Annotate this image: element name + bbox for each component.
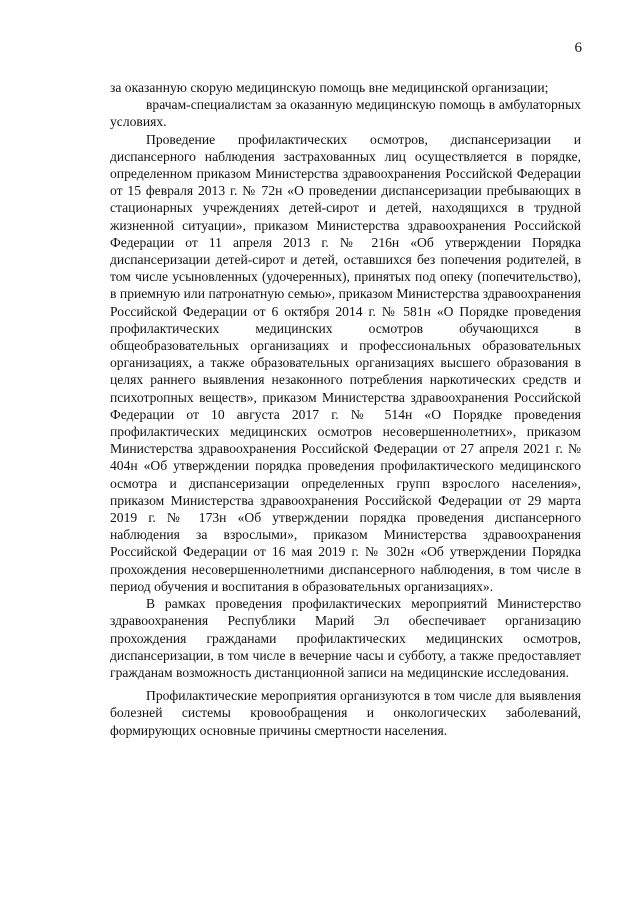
paragraph-emergency-care: за оказанную скорую медицинскую помощь вне медицинской организации; [110, 80, 549, 95]
paragraph-specialists: врачам-специалистам за оказанную медицинскую помощь в амбулаторных условиях. [110, 97, 581, 130]
document-body [110, 79, 581, 739]
paragraph-preventive-examinations: Проведение профилактических осмотров, диспансеризации и диспансерного наблюдения застрахованных лиц осуществляется в порядке, определенном приказом Министерства здравоохранения Российской Федерации от 15 февраля 2013 г. № 72н «О проведении диспансеризации пребывающих в стационарных учреждениях детей-сирот и детей, находящихся в трудной жизненной ситуации», приказом Министерства здравоохранения Российской Федерации от 11 апреля 2013 г. № 216н «Об утверждении Порядка диспансеризации детей-сирот и детей, оставшихся без попечения родителей, в том числе усыновленных (удочеренных), принятых под опеку (попечительство), в приемную или патронатную семью», приказом Министерства здравоохранения Российской Федерации от 6 октября 2014 г. № 581н «О Порядке проведения профилактических медицинских осмотров обучающихся в общеобразовательных организациях и профессиональных образовательных организациях, а также образовательных организациях высшего образования в целях раннего выявления незаконного потребления наркотических средств и психотропных веществ», приказом Министерства здравоохранения Российской Федерации от 10 августа 2017 г. № 514н «О Порядке проведения профилактических медицинских осмотров несовершеннолетних», приказом Министерства здравоохранения Российской Федерации от 27 апреля 2021 г. № 404н «Об утверждении порядка проведения профилактического медицинского осмотра и диспансеризации определенных групп взрослого населения», приказом Министерства здравоохранения Российской Федерации от 29 марта 2019 г. № 173н «Об утверждении порядка проведения диспансерного наблюдения за взрослыми», приказом Министерства здравоохранения Российской Федерации от 16 мая 2019 г. № 302н «Об утверждении Порядка прохождения несовершеннолетними диспансерного наблюдения, в том числе в период обучения и воспитания в образовательных организациях». [110, 131, 581, 594]
paragraph-disease-detection: Профилактические мероприятия организуются в том числе для выявления болезней системы кровообращения и онкологических заболеваний, формирующих основные причины смертности населения. [110, 688, 581, 738]
page-number: 6 [574, 40, 582, 56]
paragraph-ministry-measures: В рамках проведения профилактических мероприятий Министерство здравоохранения Республики Марий Эл обеспечивает организацию прохождения гражданами профилактических медицинских осмотров, диспансеризации, в том числе в вечерние часы и субботу, а также предоставляет гражданам возможность дистанционной записи на медицинские исследования. [110, 596, 581, 680]
